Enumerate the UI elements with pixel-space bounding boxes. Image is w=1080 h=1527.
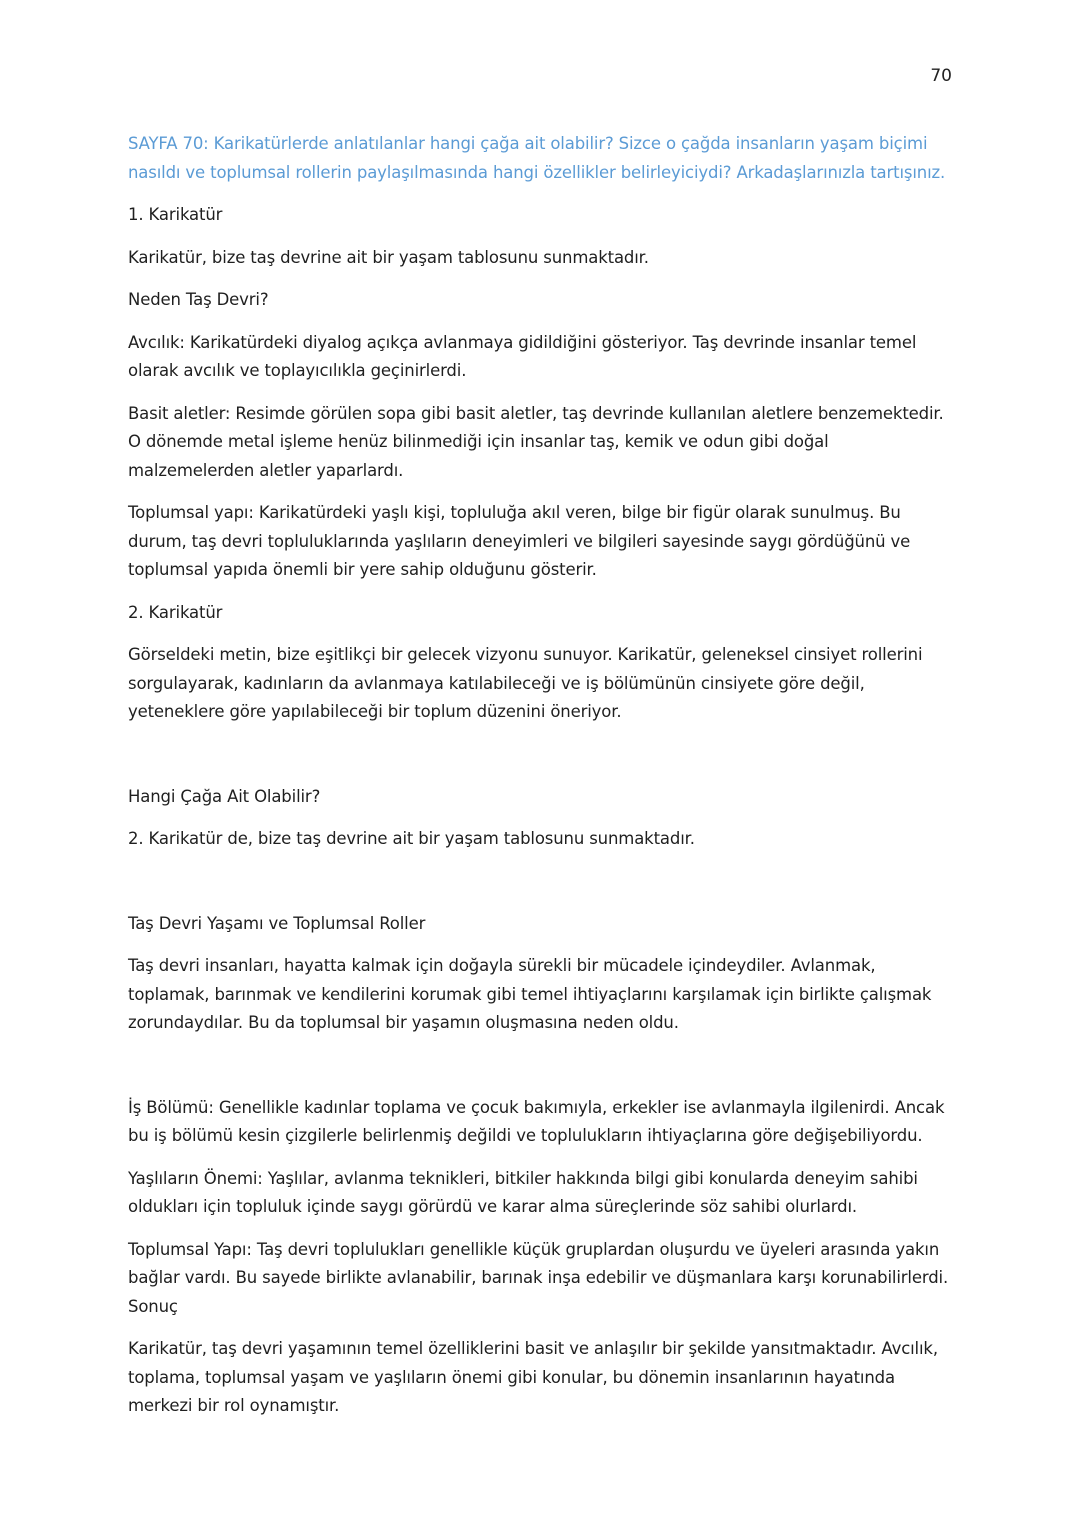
paragraph-equality: Görseldeki metin, bize eşitlikçi bir gelecek vizyonu sunuyor. Karikatür, geleneksel cinsiyet rollerini sorgulayarak, kadınların da avlanmaya katılabileceği ve iş bölümünün cinsiyete göre değil, yeteneklere göre yapılabileceği bir toplum düzenini öneriyor. — [128, 645, 923, 721]
subheading-why-stone-age: Neden Taş Devri? — [128, 290, 269, 309]
question-text: SAYFA 70: Karikatürlerde anlatılanlar hangi çağa ait olabilir? Sizce o çağda insanların yaşam biçimi nasıldı ve toplumsal rollerin paylaşılmasında hangi özellikler belirleyiciydi? Arkadaşlarınızla tartışınız. — [128, 134, 946, 182]
paragraph-hunting: Avcılık: Karikatürdeki diyalog açıkça avlanmaya gidildiğini gösteriyor. Taş devrinde insanlar temel olarak avcılık ve toplayıcılıkla geçinirlerdi. — [128, 332, 917, 380]
paragraph-struggle: Taş devri insanları, hayatta kalmak için doğayla sürekli bir mücadele içindeydiler. Avlanmak, toplamak, barınmak ve kendilerini korumak gibi temel ihtiyaçlarını karşılamak için birlikte çalışmak zorundaydılar. Bu da toplumsal bir yaşamın oluşmasına neden oldu. — [128, 956, 932, 1032]
subheading-stone-age-life: Taş Devri Yaşamı ve Toplumsal Roller — [128, 913, 426, 933]
document-body — [128, 130, 958, 1435]
paragraph-social-structure-2: Toplumsal Yapı: Taş devri toplulukları genellikle küçük gruplardan oluşurdu ve üyeleri arasında yakın bağlar vardı. Bu sayede birlikte avlanabilir, barınak inşa edebilir ve düşmanlara karşı korunabilirlerdi. Sonuç — [128, 1239, 949, 1316]
heading-cartoon-1: 1. Karikatür — [128, 205, 223, 224]
heading-cartoon-2: 2. Karikatür — [128, 602, 223, 622]
paragraph-division-of-labor: İş Bölümü: Genellikle kadınlar toplama ve çocuk bakımıyla, erkekler ise avlanmayla ilgilenirdi. Ancak bu iş bölümü kesin çizgilerle belirlenmiş değildi ve toplulukların ihtiyaçlarına göre değişebiliyordu. — [128, 1097, 945, 1145]
subheading-which-age: Hangi Çağa Ait Olabilir? — [128, 786, 321, 806]
page-number: 70 — [930, 66, 952, 86]
paragraph-social-structure: Toplumsal yapı: Karikatürdeki yaşlı kişi, topluluğa akıl veren, bilge bir figür olarak sunulmuş. Bu durum, taş devri topluluklarında yaşlıların deneyimleri ve bilgileri sayesinde saygı gördüğünü ve toplumsal yapıda önemli bir yere sahip olduğunu gösterir. — [128, 503, 911, 579]
paragraph: 2. Karikatür de, bize taş devrine ait bir yaşam tablosunu sunmaktadır. — [128, 829, 695, 848]
paragraph-elders: Yaşlıların Önemi: Yaşlılar, avlanma teknikleri, bitkiler hakkında bilgi gibi konularda deneyim sahibi oldukları için topluluk içinde saygı görürdü ve karar alma süreçlerinde söz sahibi olurlardı. — [128, 1168, 918, 1216]
paragraph: Karikatür, bize taş devrine ait bir yaşam tablosunu sunmaktadır. — [128, 247, 649, 267]
paragraph-conclusion: Karikatür, taş devri yaşamının temel özelliklerini basit ve anlaşılır bir şekilde yansıtmaktadır. Avcılık, toplama, toplumsal yaşam ve yaşlıların önemi gibi konular, bu dönemin insanlarının hayatında merkezi bir rol oynamıştır. — [128, 1339, 938, 1415]
paragraph-tools: Basit aletler: Resimde görülen sopa gibi basit aletler, taş devrinde kullanılan aletlere benzemektedir. O dönemde metal işleme henüz bilinmediği için insanlar taş, kemik ve odun gibi doğal malzemelerden aletler yaparlardı. — [128, 403, 944, 480]
